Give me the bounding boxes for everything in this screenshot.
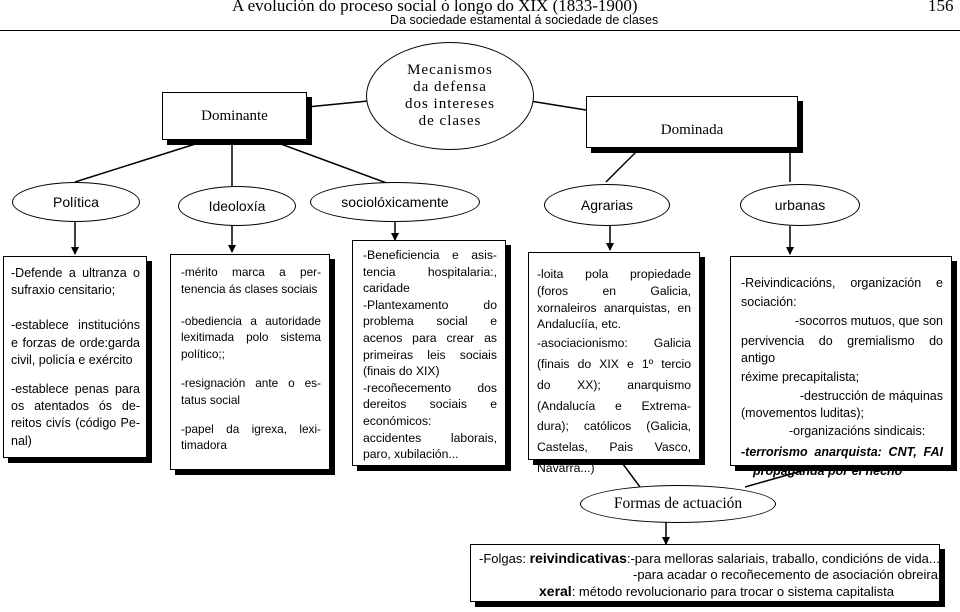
- category-agrarias: [544, 184, 670, 226]
- urbanas-line: (movementos luditas);: [741, 406, 864, 421]
- dominada-box: [586, 96, 798, 148]
- center-line-1: Mecanismos: [407, 62, 493, 78]
- ideoloxia-line: tatus social: [181, 392, 241, 407]
- connector-center-dominante: [307, 101, 368, 107]
- agrarias-line: (finais do XIX e 1º tercio: [537, 356, 691, 371]
- center-line-3: dos intereses: [404, 96, 496, 112]
- socio-line: dereitos sociais e: [363, 397, 497, 412]
- socio-line: problema social e: [363, 314, 497, 329]
- agrarias-line: dura); católicos (Galicia,: [537, 419, 691, 434]
- ideoloxia-line: tenencia ás clases sociais: [181, 281, 318, 296]
- politica-line: -Defende a ultranza o: [11, 266, 140, 280]
- dominada-label: Dominada: [660, 122, 724, 138]
- folgas-prefix: -Folgas:: [479, 551, 530, 566]
- category-politica-label: Política: [53, 194, 99, 210]
- politica-line: civil, policía e exército: [11, 352, 133, 367]
- dominante-label: Dominante: [201, 107, 268, 124]
- politica-detail-box: [3, 256, 147, 458]
- folgas-line-2: -para acadar o recoñecemento de asociación obreira: [633, 567, 938, 582]
- socio-line: económicos:: [363, 413, 432, 428]
- politica-line: e forzas de orde:garda: [11, 335, 140, 350]
- socio-line: primeiras leis sociais: [363, 347, 497, 362]
- urbanas-line: -Reivindicacións, organización e: [741, 276, 943, 290]
- agrarias-line: xornaleiros anarquistas, en: [537, 300, 691, 315]
- ideoloxia-line: -obediencia a autoridade: [181, 313, 321, 328]
- ideoloxia-detail-box: [170, 254, 330, 470]
- folgas-box: [470, 544, 940, 602]
- category-urbanas-label: urbanas: [774, 197, 826, 213]
- politica-line: -establece institucións: [11, 318, 140, 333]
- agrarias-line: (Andalucía e Extrema-: [537, 398, 691, 413]
- category-ideoloxia: [178, 186, 296, 226]
- formas-de-actuacion-node: [580, 485, 776, 523]
- politica-line: nal): [11, 433, 32, 448]
- connector-dominante-socio: [270, 140, 392, 185]
- socio-detail-box: [352, 240, 506, 466]
- socio-line: accidentes laborais,: [363, 430, 497, 445]
- urbanas-detail-box: [730, 256, 952, 479]
- politica-line: -establece penas para: [11, 382, 140, 397]
- agrarias-line: Castelas, Pais Vasco,: [537, 440, 691, 455]
- ideoloxia-line: -resignación ante o es-: [181, 375, 321, 390]
- agrarias-line: -loita pola propiedade: [537, 267, 691, 281]
- socio-line: -Plantexamento do: [363, 297, 497, 312]
- folgas-line-3: [479, 583, 933, 600]
- category-agrarias-label: Agrarias: [580, 197, 634, 213]
- urbanas-line: -destrucción de máquinas: [799, 389, 943, 404]
- urbanas-line: -organizacións sindicais:: [789, 423, 926, 438]
- category-urbanas: [740, 184, 860, 226]
- politica-line: reitos civís (código Pe-: [11, 416, 140, 431]
- politica-line: sufraxio censitario;: [11, 283, 116, 298]
- urbanas-line: pervivencia do gremialismo do antigo: [741, 333, 943, 365]
- connector-center-dominada: [530, 101, 586, 110]
- page-title: A evolución do proceso social ó longo do XIX (1833-1900): [232, 0, 638, 15]
- ideoloxia-line: lexitimada polo sistema: [181, 330, 321, 345]
- folgas-line-1: [479, 550, 940, 567]
- folgas-line1-rest: :-para melloras salariais, traballo, condicións de vida...: [626, 551, 940, 566]
- page-subtitle: Da sociedade estamental á sociedade de clases: [390, 13, 659, 27]
- agrarias-line: Andalucíía, etc.: [537, 317, 622, 332]
- agrarias-line: do XX); anarquismo: [537, 377, 691, 392]
- ideoloxia-line: -papel da igrexa, lexi-: [181, 421, 321, 436]
- socio-line: (finais do XIX): [363, 364, 440, 379]
- folgas-reivindicativas: reivindicativas: [529, 550, 627, 566]
- category-socioloxicamente: [310, 182, 480, 222]
- socio-line: acenos para crear as: [363, 330, 497, 345]
- agrarias-line: (foros en Galicia,: [537, 283, 691, 298]
- ideoloxia-line: -mérito marca a per-: [181, 265, 321, 279]
- ideoloxia-line: timadora: [181, 438, 227, 453]
- center-node-mecanismos: [366, 42, 534, 150]
- center-line-4: de clases: [418, 113, 482, 129]
- ideoloxia-line: político;;: [181, 347, 225, 362]
- category-politica: [12, 182, 140, 222]
- formas-label: Formas de actuación: [613, 495, 743, 512]
- connector-dominada-agrarias: [606, 150, 638, 182]
- dominante-box: [162, 92, 307, 140]
- agrarias-line: -asociacionismo: Galicia: [537, 336, 691, 351]
- folgas-xeral: xeral: [539, 583, 572, 599]
- socio-line: caridade: [363, 281, 410, 296]
- socio-line: paro, xubilación...: [363, 447, 459, 462]
- socio-line: -Beneficiencia e asis-: [363, 248, 497, 262]
- folgas-line3-rest: : método revolucionario para trocar o sistema capitalista: [571, 584, 894, 599]
- urbanas-line: propaganda por el hecho: [753, 464, 903, 479]
- connector-dominante-politica: [75, 140, 208, 182]
- urbanas-line: -socorros mutuos, que son: [795, 314, 943, 329]
- urbanas-line: réxime precapitalista;: [741, 370, 860, 385]
- urbanas-line: sociación:: [741, 295, 797, 310]
- center-line-2: da defensa: [413, 79, 487, 95]
- socio-line: -recoñecemento dos: [363, 380, 497, 395]
- agrarias-line: Navarra...): [537, 460, 595, 475]
- page-number: 156: [928, 0, 954, 15]
- politica-line: os atentados ós de-: [11, 399, 140, 414]
- socio-line: tencia hospitalaria:,: [363, 264, 497, 279]
- category-ideoloxia-label: Ideoloxía: [208, 198, 266, 214]
- category-socioloxicamente-label: sociolóxicamente: [341, 194, 449, 210]
- agrarias-detail-box: [528, 252, 700, 475]
- urbanas-line: -terrorismo anarquista: CNT, FAI: [741, 444, 943, 459]
